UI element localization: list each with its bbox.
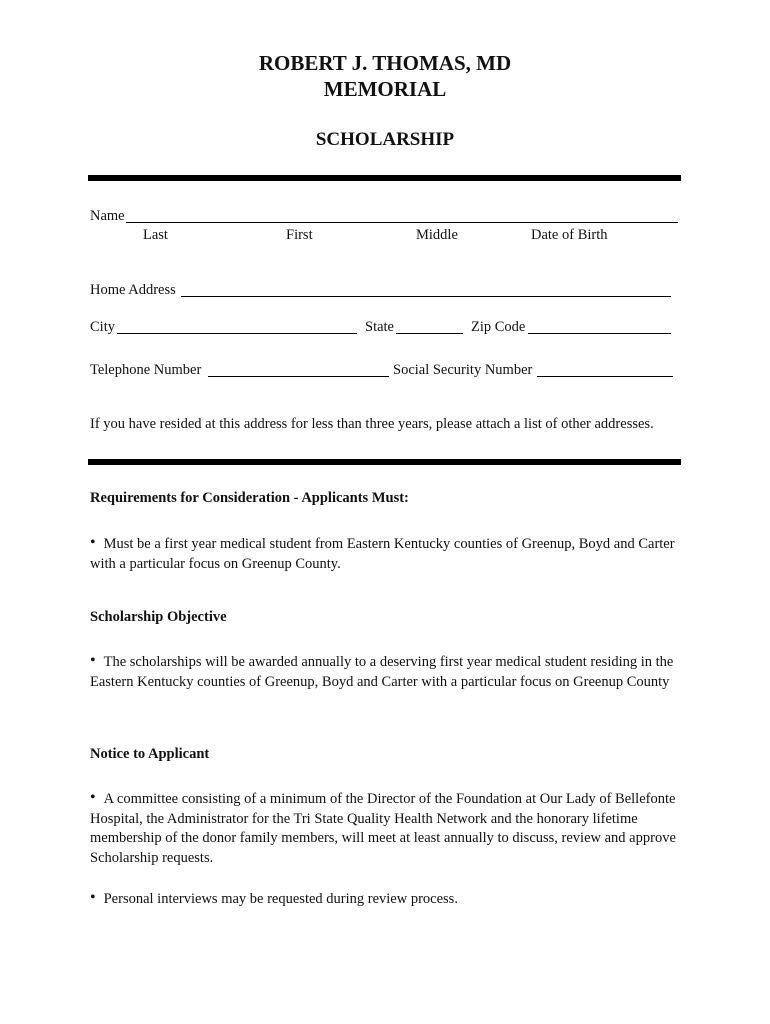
- title-line-2: MEMORIAL: [323, 77, 447, 101]
- zip-field-line[interactable]: [528, 333, 671, 334]
- notice-heading: Notice to Applicant: [90, 746, 210, 762]
- name-field-line[interactable]: [126, 222, 678, 223]
- top-divider: [88, 175, 681, 181]
- requirements-heading: Requirements for Consideration - Applicants Must:: [90, 490, 409, 506]
- name-sub-first: First: [286, 227, 313, 243]
- zip-label: Zip Code: [471, 319, 526, 335]
- bullet-icon: •: [90, 789, 96, 806]
- bullet-icon: •: [90, 652, 96, 669]
- name-sub-middle: Middle: [416, 227, 458, 243]
- objective-heading: Scholarship Objective: [90, 609, 227, 625]
- objective-item: [90, 652, 680, 692]
- city-label: City: [90, 319, 115, 335]
- ssn-label: Social Security Number: [393, 362, 533, 378]
- bullet-icon: •: [90, 889, 96, 906]
- notice-text-1: A committee consisting of a minimum of the Director of the Foundation at Our Lady of Bellefonte Hospital, the Administrator for the Tri State Quality Health Network and the honorary lifetime membership of the donor family members, will meet at least annually to discuss, review and approve Scholarship requests.: [90, 791, 676, 866]
- state-label: State: [365, 319, 394, 335]
- title-line-1: ROBERT J. THOMAS, MD: [258, 51, 512, 75]
- middle-divider: [88, 459, 681, 465]
- telephone-label: Telephone Number: [90, 362, 202, 378]
- name-sub-dob: Date of Birth: [531, 227, 608, 243]
- notice-item-2: [90, 889, 680, 910]
- city-field-line[interactable]: [117, 333, 357, 334]
- telephone-field-line[interactable]: [208, 376, 389, 377]
- ssn-field-line[interactable]: [537, 376, 673, 377]
- name-label: Name: [90, 208, 125, 224]
- name-sub-last: Last: [143, 227, 168, 243]
- notice-text-2: Personal interviews may be requested during review process.: [103, 891, 458, 907]
- state-field-line[interactable]: [396, 333, 463, 334]
- requirements-text: Must be a first year medical student from Eastern Kentucky counties of Greenup, Boyd and Carter with a particular focus on Greenup County.: [90, 536, 675, 572]
- requirements-item: [90, 534, 680, 574]
- home-address-field-line[interactable]: [181, 296, 671, 297]
- notice-item-1: [90, 789, 680, 868]
- subtitle: SCHOLARSHIP: [315, 129, 455, 150]
- home-address-label: Home Address: [90, 282, 176, 298]
- address-note: If you have resided at this address for less than three years, please attach a list of other addresses.: [90, 416, 654, 432]
- bullet-icon: •: [90, 534, 96, 551]
- objective-text: The scholarships will be awarded annually to a deserving first year medical student residing in the Eastern Kentucky counties of Greenup, Boyd and Carter with a particular focus on Greenup County: [90, 654, 674, 690]
